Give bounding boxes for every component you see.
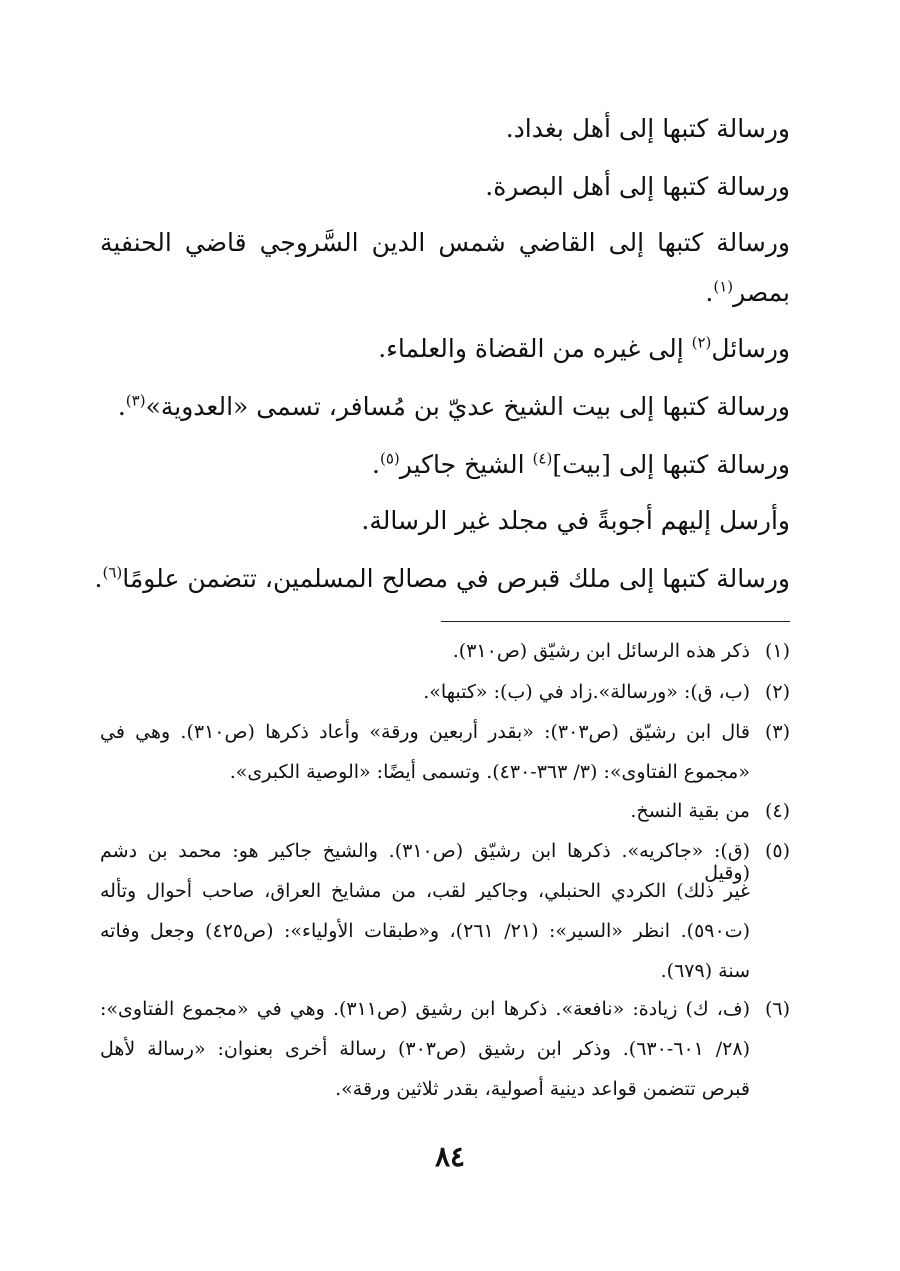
- footnote-6: [100, 998, 790, 1118]
- footnote-2: [100, 681, 790, 721]
- footnote-line: (٢٨/ ٦٠١-٦٣٠). وذكر ابن رشيق (ص٣٠٣) رسالة أخرى بعنوان: «رسالة لأهل: [100, 1038, 750, 1060]
- main-line-3: ورسالة كتبها إلى القاضي شمس الدين السَّروجي قاضي الحنفية: [100, 228, 790, 257]
- footnote-number: (٣): [764, 721, 790, 743]
- page-number: ٨٤: [434, 1140, 466, 1173]
- main-line-4: [100, 276, 790, 309]
- footnote-line: «مجموع الفتاوى»: (٣/ ٣٦٣-٤٣٠). وتسمى أيضًا: «الوصية الكبرى».: [229, 761, 750, 783]
- main-line-6: [100, 390, 790, 423]
- footnote-number: (٥): [764, 840, 790, 862]
- footnote-3: [100, 721, 790, 801]
- footnote-line: (ق): «جاكريه». ذكرها ابن رشيّق (ص٣١٠). والشيخ جاكير هو: محمد بن دشم (وقيل: [100, 840, 750, 884]
- footnote-number: (٢): [764, 681, 790, 703]
- footnote-number: (١): [764, 640, 790, 662]
- footnote-ref-4: (٤): [532, 449, 553, 468]
- footnote-ref-1: (١): [713, 277, 734, 296]
- footnote-line: (ت٥٩٠). انظر «السير»: (٢١/ ٢٦١)، و«طبقات الأولياء»: (ص٤٢٥) وجعل وفاته: [100, 920, 750, 942]
- main-line-2: ورسالة كتبها إلى أهل البصرة.: [485, 172, 790, 201]
- footnote-ref-3: (٣): [125, 391, 146, 410]
- main-line-7: [100, 448, 790, 481]
- footnote-line: غير ذلك) الكردي الحنبلي، وجاكير لقب، من مشايخ العراق، صاحب أحوال وتأله: [100, 880, 750, 902]
- main-line-9: [94, 562, 790, 595]
- footnote-line: ذكر هذه الرسائل ابن رشيّق (ص٣١٠).: [452, 640, 750, 662]
- footnote-1: [100, 640, 790, 680]
- main-line-4-end: .: [705, 278, 714, 307]
- main-line-6-end: .: [117, 392, 126, 421]
- footnote-line: من بقية النسخ.: [630, 800, 750, 822]
- footnote-separator: [441, 621, 790, 622]
- main-line-4-text: بمصر: [733, 278, 790, 307]
- footnote-number: (٦): [764, 998, 790, 1020]
- main-line-7-a: ورسالة كتبها إلى [بيت]: [552, 450, 790, 479]
- footnote-5: [100, 840, 790, 1000]
- footnote-line: قال ابن رشيّق (ص٣٠٣): «بقدر أربعين ورقة» وأعاد ذكرها (ص٣١٠). وهي في: [100, 721, 750, 743]
- main-line-7-b: الشيخ جاكير: [399, 450, 533, 479]
- footnote-number: (٤): [764, 800, 790, 822]
- main-line-5-a: ورسائل: [711, 334, 790, 363]
- main-line-1: ورسالة كتبها إلى أهل بغداد.: [505, 114, 790, 143]
- main-line-9-end: .: [94, 564, 103, 593]
- footnote-line: قبرص تتضمن قواعد دينية أصولية، بقدر ثلاثين ورقة».: [335, 1078, 750, 1100]
- main-line-6-a: ورسالة كتبها إلى بيت الشيخ عديّ بن مُسافر، تسمى «العدوية»: [145, 392, 790, 421]
- main-line-5: [100, 332, 790, 365]
- main-line-8: وأرسل إليهم أجوبةً في مجلد غير الرسالة.: [361, 506, 790, 535]
- footnote-ref-2: (٢): [691, 333, 712, 352]
- footnote-line: (ب، ق): «ورسالة».زاد في (ب): «كتبها».: [423, 681, 750, 703]
- main-line-7-end: .: [372, 450, 380, 479]
- footnote-line: (ف، ك) زيادة: «نافعة». ذكرها ابن رشيق (ص٣١١). وهي في «مجموع الفتاوى»:: [100, 998, 750, 1020]
- footnote-ref-6: (٦): [102, 563, 123, 582]
- footnote-ref-5: (٥): [380, 449, 400, 468]
- main-line-5-b: إلى غيره من القضاة والعلماء.: [378, 334, 692, 363]
- footnote-line: سنة (٦٧٩).: [660, 960, 750, 982]
- footnote-4: [100, 800, 790, 840]
- main-line-9-a: ورسالة كتبها إلى ملك قبرص في مصالح المسلمين، تتضمن علومًا: [122, 564, 790, 593]
